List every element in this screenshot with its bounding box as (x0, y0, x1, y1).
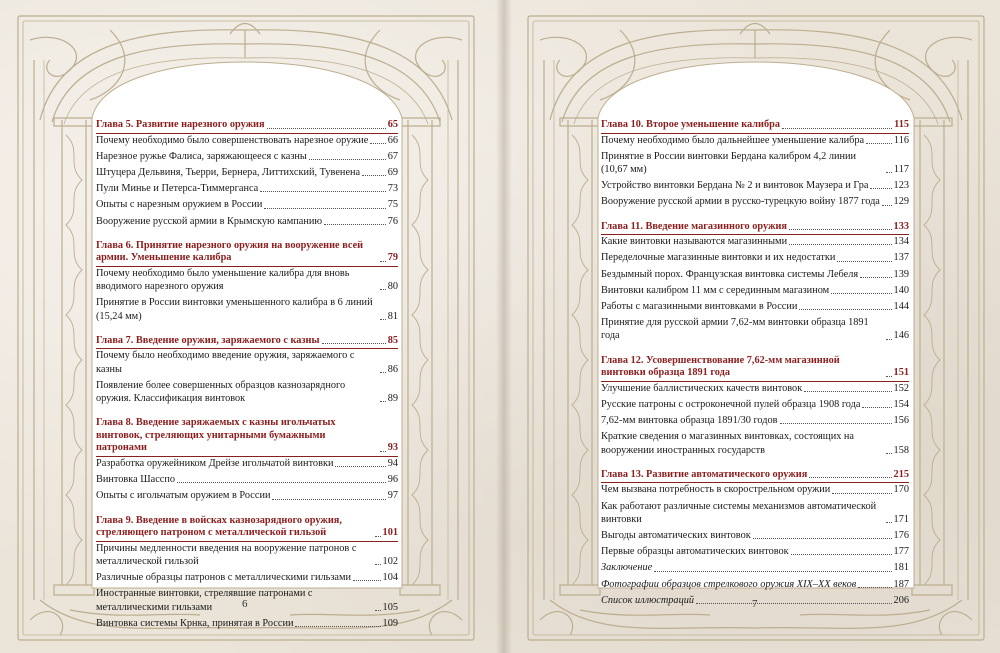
entry-page-number: 140 (893, 284, 909, 296)
leader-dots (309, 159, 386, 160)
chapter-title: Глава 7. Введение оружия, заряжаемого с казны (96, 334, 320, 346)
toc-entry[interactable] (96, 617, 398, 630)
chapter-heading[interactable] (96, 240, 398, 267)
toc-entry[interactable] (96, 182, 398, 195)
leader-dots (831, 293, 891, 294)
entry-title: Заключение (601, 562, 653, 574)
leader-dots (886, 172, 892, 173)
entry-title: Пули Минье и Петерса-Тиммерганса (96, 183, 259, 195)
entry-page-number: 181 (893, 562, 909, 574)
entry-page-number: 86 (387, 363, 398, 375)
leader-dots (362, 175, 386, 176)
entry-title: Иностранные винтовки, стрелявшие патронами с металлическими гильзами (96, 588, 313, 613)
entry-page-number: 187 (893, 578, 909, 590)
entry-page-number: 97 (387, 490, 398, 502)
leader-dots (882, 205, 892, 206)
toc-entry[interactable] (601, 398, 909, 411)
page-number-left: 6 (242, 598, 248, 610)
leader-dots (260, 191, 385, 192)
leader-dots (886, 453, 892, 454)
chapter-heading[interactable] (601, 469, 909, 484)
chapter-title: Глава 12. Усовершенствование 7,62-мм магазинной винтовки образца 1891 года (601, 354, 840, 379)
leader-dots (886, 339, 892, 340)
chapter-title: Глава 11. Введение магазинного оружия (601, 220, 787, 232)
entry-title: 7,62-мм винтовка образца 1891/30 годов (601, 415, 778, 427)
chapter-heading[interactable] (96, 417, 398, 457)
toc-entry[interactable] (601, 500, 909, 526)
leader-dots (380, 401, 386, 402)
entry-page-number: 66 (387, 134, 398, 146)
entry-page-number: 134 (893, 236, 909, 248)
entry-title: Почему необходимо было дальнейшее уменьшение калибра (601, 134, 865, 146)
entry-title: Причины медленности введения на вооружение патронов с металлической гильзой (96, 542, 357, 567)
entry-title: Фотографии образцов стрелкового оружия XIX–XX веков (601, 578, 857, 590)
leader-dots (380, 319, 386, 320)
entry-page-number: 69 (387, 167, 398, 178)
leader-dots (380, 289, 386, 290)
chapter-title: Глава 9. Введение в войсках казнозарядного оружия, стреляющего патроном с металлической гильзой (96, 514, 342, 539)
leader-dots (177, 482, 386, 483)
leader-dots (654, 571, 891, 572)
entry-title: Появление более совершенных образцов казнозарядного оружия. Классификация винтовок (96, 379, 346, 405)
leader-dots (375, 610, 381, 611)
entry-page-number: 154 (893, 399, 909, 411)
entry-title: Винтовка Шасспо (96, 474, 176, 486)
entry-page-number: 176 (893, 530, 909, 542)
entry-title: Почему необходимо было уменьшение калибра для вновь вводимого нарезного оружия (96, 268, 350, 293)
entry-page-number: 116 (893, 134, 909, 146)
entry-title: Опыты с игольчатым оружием в России (96, 490, 271, 502)
leader-dots (886, 522, 892, 523)
chapter-title: Глава 13. Развитие автоматического оружия (601, 468, 808, 480)
entry-page-number: 156 (893, 415, 909, 427)
chapter-page-number: 133 (893, 220, 909, 232)
entry-title: Список иллюстраций (601, 594, 695, 606)
entry-page-number: 94 (387, 458, 398, 469)
chapter-page-number: 215 (893, 468, 909, 480)
entry-title: Принятие в России винтовки Бердана калибром 4,2 линии (10,67 мм) (601, 150, 857, 175)
toc-entry[interactable] (96, 166, 398, 179)
entry-page-number: 170 (893, 484, 909, 496)
entry-title: Винтовки калибром 11 мм с серединным магазином (601, 284, 830, 296)
entry-page-number: 158 (893, 444, 909, 456)
entry-page-number: 73 (387, 183, 398, 195)
section-spacer (601, 212, 909, 221)
chapter-title: Глава 6. Принятие нарезного оружия на вооружение всей армии. Уменьшение калибра (96, 239, 364, 264)
entry-page-number: 144 (893, 301, 909, 313)
entry-title: Опыты с нарезным оружием в России (96, 199, 263, 211)
leader-dots (870, 188, 891, 189)
leader-dots (837, 261, 891, 262)
leader-dots (696, 603, 892, 604)
leader-dots (380, 261, 386, 262)
section-spacer (96, 326, 398, 335)
toc-entry[interactable] (96, 489, 398, 502)
page-number-right: 7 (752, 598, 758, 610)
entry-page-number: 137 (893, 252, 909, 264)
toc-entry[interactable] (96, 267, 398, 293)
leader-dots (832, 493, 891, 494)
leader-dots (799, 309, 891, 310)
toc-entry[interactable] (601, 561, 909, 574)
entry-title: Вооружение русской армии в Крымскую кампанию (96, 215, 323, 227)
chapter-heading[interactable] (601, 119, 909, 134)
entry-page-number: 104 (382, 572, 398, 584)
entry-page-number: 171 (893, 513, 909, 525)
leader-dots (791, 554, 892, 555)
entry-title: Улучшение баллистических качеств винтовок (601, 382, 803, 394)
toc-entry[interactable] (601, 150, 909, 176)
leader-dots (335, 466, 385, 467)
toc-entry[interactable] (96, 473, 398, 486)
leader-dots (295, 626, 380, 627)
entry-title: Первые образцы автоматических винтовок (601, 546, 789, 558)
leader-dots (858, 587, 891, 588)
entry-title: Русские патроны с остроконечной пулей образца 1908 года (601, 399, 861, 411)
leader-dots (860, 277, 891, 278)
chapter-heading[interactable] (96, 515, 398, 542)
toc-entry[interactable] (601, 284, 909, 297)
leader-dots (780, 423, 892, 424)
entry-page-number: 80 (387, 281, 398, 293)
chapter-heading[interactable] (96, 119, 398, 134)
leader-dots (862, 407, 891, 408)
chapter-page-number: 85 (387, 334, 398, 346)
chapter-page-number: 93 (387, 442, 398, 454)
section-spacer (601, 460, 909, 469)
toc-entry[interactable] (601, 529, 909, 542)
entry-page-number: 123 (893, 180, 909, 192)
entry-title: Разработка оружейником Дрейзе игольчатой винтовки (96, 458, 334, 469)
leader-dots (866, 143, 892, 144)
chapter-title: Глава 10. Второе уменьшение калибра (601, 119, 780, 130)
toc-entry[interactable] (601, 545, 909, 558)
toc-entry[interactable] (96, 379, 398, 405)
right-page (510, 0, 1000, 653)
entry-title: Различные образцы патронов с металлическими гильзами (96, 572, 351, 584)
toc-entry[interactable] (601, 268, 909, 281)
entry-page-number: 146 (893, 330, 909, 342)
toc-entry[interactable] (601, 134, 909, 147)
entry-title: Винтовка системы Крнка, принятая в России (96, 617, 294, 629)
toc-entry[interactable] (601, 430, 909, 456)
entry-page-number: 89 (387, 393, 398, 405)
entry-title: Почему было необходимо введение оружия, заряжаемого с казны (96, 350, 355, 375)
leader-dots (324, 224, 386, 225)
toc-entry[interactable] (96, 150, 398, 163)
entry-page-number: 75 (387, 199, 398, 211)
table-of-contents-right (601, 119, 909, 610)
entry-title: Работы с магазинными винтовками в России (601, 301, 798, 313)
toc-entry[interactable] (96, 198, 398, 211)
leader-dots (353, 580, 381, 581)
entry-title: Краткие сведения о магазинных винтовках, состоящих на вооружении иностранных государств (601, 431, 855, 456)
leader-dots (380, 451, 386, 452)
toc-entry[interactable] (96, 134, 398, 147)
toc-entry[interactable] (96, 296, 398, 322)
left-page (0, 0, 490, 653)
leader-dots (789, 229, 892, 230)
entry-page-number: 117 (893, 164, 909, 175)
toc-entry[interactable] (601, 316, 909, 342)
leader-dots (322, 343, 386, 344)
toc-entry[interactable] (601, 195, 909, 208)
entry-title: Какие винтовки называются магазинными (601, 236, 788, 248)
chapter-heading[interactable] (601, 355, 909, 382)
entry-page-number: 96 (387, 474, 398, 486)
section-spacer (601, 346, 909, 355)
toc-entry[interactable] (601, 578, 909, 591)
chapter-title: Глава 8. Введение заряжаемых с казны игольчатых винтовок, стреляющих унитарными бумажными патронами (96, 417, 336, 454)
entry-page-number: 102 (382, 556, 398, 567)
entry-page-number: 109 (382, 617, 398, 629)
leader-dots (809, 477, 891, 478)
leader-dots (267, 128, 386, 129)
entry-title: Нарезное ружье Фалиса, заряжающееся с казны (96, 150, 307, 162)
toc-entry[interactable] (96, 571, 398, 584)
toc-entry[interactable] (601, 179, 909, 192)
leader-dots (804, 391, 891, 392)
leader-dots (753, 538, 892, 539)
chapter-title: Глава 5. Развитие нарезного оружия (96, 119, 265, 130)
entry-page-number: 76 (387, 215, 398, 227)
toc-entry[interactable] (96, 215, 398, 228)
leader-dots (272, 499, 385, 500)
chapter-page-number: 65 (387, 119, 398, 130)
leader-dots (886, 376, 892, 377)
toc-entry[interactable] (601, 483, 909, 496)
entry-title: Выгоды автоматических винтовок (601, 530, 751, 542)
toc-entry[interactable] (601, 414, 909, 427)
leader-dots (370, 143, 385, 144)
chapter-heading[interactable] (601, 221, 909, 236)
chapter-page-number: 151 (893, 367, 909, 379)
chapter-page-number: 115 (894, 119, 909, 130)
entry-page-number: 67 (387, 150, 398, 162)
toc-entry[interactable] (601, 300, 909, 313)
toc-entry[interactable] (96, 457, 398, 470)
leader-dots (375, 564, 381, 565)
entry-page-number: 152 (893, 382, 909, 394)
leader-dots (375, 536, 381, 537)
leader-dots (782, 128, 892, 129)
entry-title: Бездымный порох. Французская винтовка системы Лебеля (601, 268, 859, 280)
entry-page-number: 139 (893, 268, 909, 280)
entry-title: Вооружение русской армии в русско-турецкую войну 1877 года (601, 196, 880, 208)
toc-entry[interactable] (96, 349, 398, 375)
entry-page-number: 206 (893, 594, 909, 606)
leader-dots (380, 372, 386, 373)
toc-entry[interactable] (601, 382, 909, 395)
entry-title: Чем вызвана потребность в скорострельном оружии (601, 484, 831, 496)
chapter-page-number: 101 (382, 527, 398, 539)
entry-page-number: 177 (893, 546, 909, 558)
section-spacer (96, 231, 398, 240)
entry-page-number: 129 (893, 196, 909, 208)
entry-title: Устройство винтовки Бердана № 2 и винтовок Маузера и Гра (601, 180, 869, 192)
entry-page-number: 81 (387, 310, 398, 322)
chapter-heading[interactable] (96, 335, 398, 350)
toc-entry[interactable] (601, 251, 909, 264)
section-spacer (96, 506, 398, 515)
entry-title: Принятие в России винтовки уменьшенного калибра в 6 линий (15,24 мм) (96, 297, 373, 322)
entry-title: Как работают различные системы механизмов автоматической винтовки (601, 500, 877, 525)
entry-title: Принятие для русской армии 7,62-мм винтовки образца 1891 года (601, 317, 869, 342)
entry-title: Переделочные магазинные винтовки и их недостатки (601, 252, 836, 264)
entry-title: Почему необходимо было совершенствовать нарезное оружие (96, 134, 369, 146)
toc-entry[interactable] (601, 235, 909, 248)
leader-dots (789, 244, 891, 245)
toc-entry[interactable] (96, 542, 398, 568)
section-spacer (96, 408, 398, 417)
table-of-contents-left (96, 119, 398, 633)
leader-dots (264, 208, 385, 209)
entry-title: Штуцера Дельвиня, Тьерри, Бернера, Литтихский, Тувенена (96, 167, 361, 178)
chapter-page-number: 79 (387, 252, 398, 264)
entry-page-number: 105 (382, 601, 398, 613)
